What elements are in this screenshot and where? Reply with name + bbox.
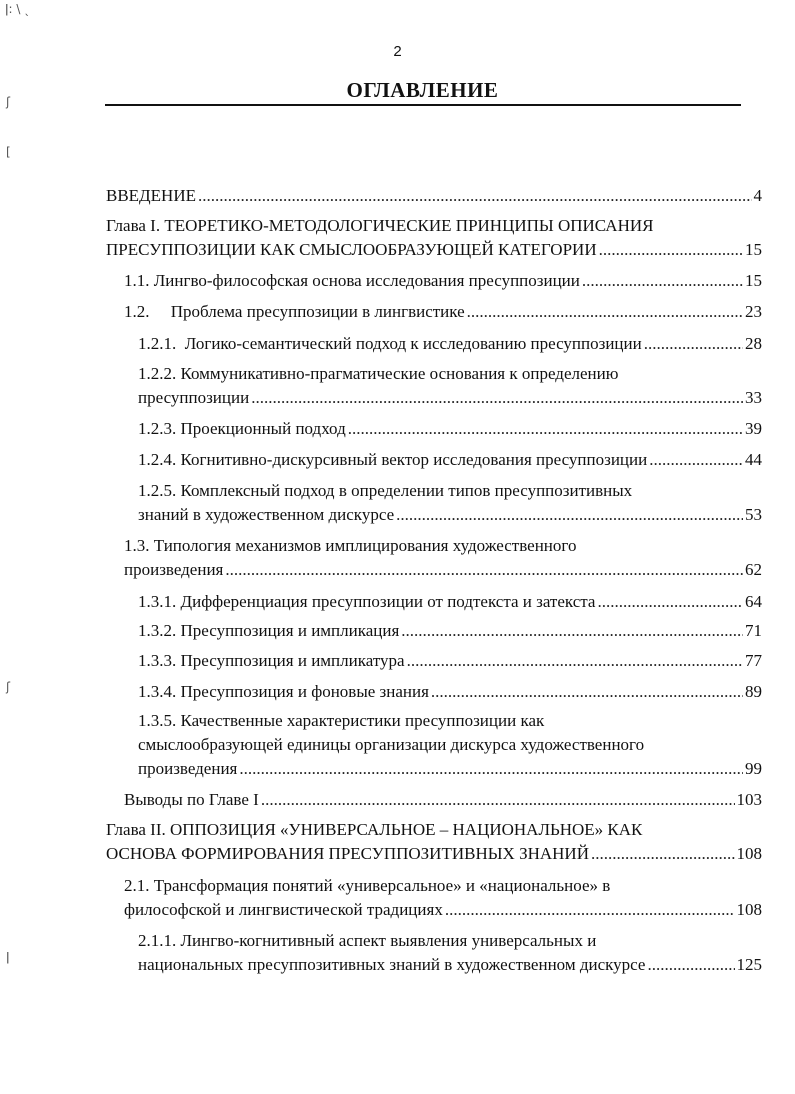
toc-leader-dots <box>407 649 743 673</box>
toc-leader-dots <box>239 757 743 781</box>
toc-entry[interactable] <box>138 680 762 704</box>
toc-entry[interactable] <box>124 300 762 324</box>
toc-entry[interactable] <box>138 590 762 614</box>
toc-leader-dots <box>348 417 743 441</box>
toc-entry-line: Глава I. ТЕОРЕТИКО-МЕТОДОЛОГИЧЕСКИЕ ПРИНЦИПЫ ОПИСАНИЯ <box>106 216 654 235</box>
scan-mark: ʃ <box>6 95 11 109</box>
toc-leader-dots <box>396 503 743 527</box>
scan-mark: ʃ <box>6 680 11 694</box>
toc-entry-line: 2.1. Трансформация понятий «универсальное» и «национальное» в <box>124 876 611 895</box>
toc-page-number: 53 <box>745 505 762 524</box>
page-title: ОГЛАВЛЕНИЕ <box>346 78 499 102</box>
toc-entry-line: 1.2.2. Коммуникативно-прагматические основания к определению <box>138 364 619 383</box>
toc-entry[interactable] <box>106 214 762 262</box>
toc-entry[interactable] <box>124 788 762 812</box>
toc-leader-dots <box>467 300 743 324</box>
toc-entry[interactable] <box>124 269 762 293</box>
toc-page-number: 71 <box>745 621 762 640</box>
toc-entry-title: ОСНОВА ФОРМИРОВАНИЯ ПРЕСУППОЗИТИВНЫХ ЗНАНИЙ <box>106 844 589 863</box>
toc-page-number: 64 <box>745 592 762 611</box>
toc-page-number: 44 <box>745 450 762 469</box>
scan-mark: ǀ: \ ˎ <box>5 2 31 16</box>
scan-mark: ǀ <box>6 950 10 964</box>
toc-leader-dots <box>401 619 743 643</box>
toc-entry-line: 1.2.5. Комплексный подход в определении типов пресуппозитивных <box>138 481 633 500</box>
toc-leader-dots <box>582 269 743 293</box>
toc-page-number: 33 <box>745 388 762 407</box>
toc-entry[interactable] <box>124 534 762 582</box>
toc-page-number: 4 <box>753 186 762 205</box>
toc-entry[interactable] <box>106 818 762 866</box>
toc-entry-title: 1.3.1. Дифференциация пресуппозиции от подтекста и затекста <box>138 592 596 611</box>
scan-mark: [ <box>6 145 11 159</box>
toc-leader-dots <box>445 898 735 922</box>
toc-page-number: 15 <box>745 271 762 290</box>
toc-entry[interactable] <box>138 479 762 527</box>
toc-entry[interactable] <box>138 332 762 356</box>
toc-leader-dots <box>225 558 743 582</box>
toc-leader-dots <box>599 238 743 262</box>
toc-entry-title: 1.2. Проблема пресуппозиции в лингвистике <box>124 302 465 321</box>
toc-entry-title: 1.3.4. Пресуппозиция и фоновые знания <box>138 682 429 701</box>
toc-leader-dots <box>597 590 743 614</box>
toc-entry-title: 1.3.3. Пресуппозиция и импликатура <box>138 651 405 670</box>
toc-page-number: 15 <box>745 240 762 259</box>
toc-page-number: 28 <box>745 334 762 353</box>
toc-entry[interactable] <box>106 184 762 208</box>
toc-entry-title: 1.2.1. Логико-семантический подход к исследованию пресуппозиции <box>138 334 642 353</box>
toc-leader-dots <box>591 842 735 866</box>
toc-entry-title: 1.3.2. Пресуппозиция и импликация <box>138 621 400 640</box>
toc-leader-dots <box>261 788 735 812</box>
toc-page-number: 23 <box>745 302 762 321</box>
toc-leader-dots <box>198 184 752 208</box>
toc-entry-title: произведения <box>124 560 224 579</box>
toc-leader-dots <box>431 680 743 704</box>
toc-entry-title: пресуппозиции <box>138 388 250 407</box>
toc-leader-dots <box>649 448 743 472</box>
toc-page-number: 89 <box>745 682 762 701</box>
toc-entry-line: 1.3. Типология механизмов имплицирования художественного <box>124 536 577 555</box>
toc-entry-title: 1.2.4. Когнитивно-дискурсивный вектор исследования пресуппозиции <box>138 450 648 469</box>
toc-entry-title: национальных пресуппозитивных знаний в художественном дискурсе <box>138 955 646 974</box>
toc-page-number: 99 <box>745 759 762 778</box>
toc-leader-dots <box>251 386 743 410</box>
toc-page-number: 77 <box>745 651 762 670</box>
toc-entry-title: ПРЕСУППОЗИЦИИ КАК СМЫСЛООБРАЗУЮЩЕЙ КАТЕГОРИИ <box>106 240 597 259</box>
toc-entry-line: 2.1.1. Лингво-когнитивный аспект выявления универсальных и <box>138 931 597 950</box>
toc-leader-dots <box>644 332 743 356</box>
toc-entry-title: 1.2.3. Проекционный подход <box>138 419 346 438</box>
toc-entry-title: философской и лингвистической традициях <box>124 900 443 919</box>
toc-page-number: 39 <box>745 419 762 438</box>
toc-entry-title: Выводы по Главе I <box>124 790 259 809</box>
toc-page-number: 125 <box>736 955 762 974</box>
toc-entry-title: произведения <box>138 759 238 778</box>
toc-page-number: 103 <box>736 790 762 809</box>
toc-page-number: 62 <box>745 560 762 579</box>
toc-entry-title: ВВЕДЕНИЕ <box>106 186 196 205</box>
toc-entry-line: Глава II. ОППОЗИЦИЯ «УНИВЕРСАЛЬНОЕ – НАЦИОНАЛЬНОЕ» КАК <box>106 820 643 839</box>
toc-entry-title: знаний в художественном дискурсе <box>138 505 395 524</box>
toc-entry-title: 1.1. Лингво-философская основа исследования пресуппозиции <box>124 271 580 290</box>
toc-entry[interactable] <box>124 874 762 922</box>
toc-leader-dots <box>647 953 734 977</box>
toc-entry[interactable] <box>138 649 762 673</box>
toc-entry[interactable] <box>138 417 762 441</box>
toc-entry[interactable] <box>138 929 762 977</box>
toc-entry[interactable] <box>138 619 762 643</box>
toc-entry[interactable] <box>138 448 762 472</box>
page-number: 2 <box>393 43 402 60</box>
toc-page-number: 108 <box>736 900 762 919</box>
toc-entry[interactable] <box>138 709 762 781</box>
toc-page-number: 108 <box>736 844 762 863</box>
toc-entry-line: смыслообразующей единицы организации дискурса художественного <box>138 735 645 754</box>
toc-entry-line: 1.3.5. Качественные характеристики пресуппозиции как <box>138 711 545 730</box>
toc-entry[interactable] <box>138 362 762 410</box>
